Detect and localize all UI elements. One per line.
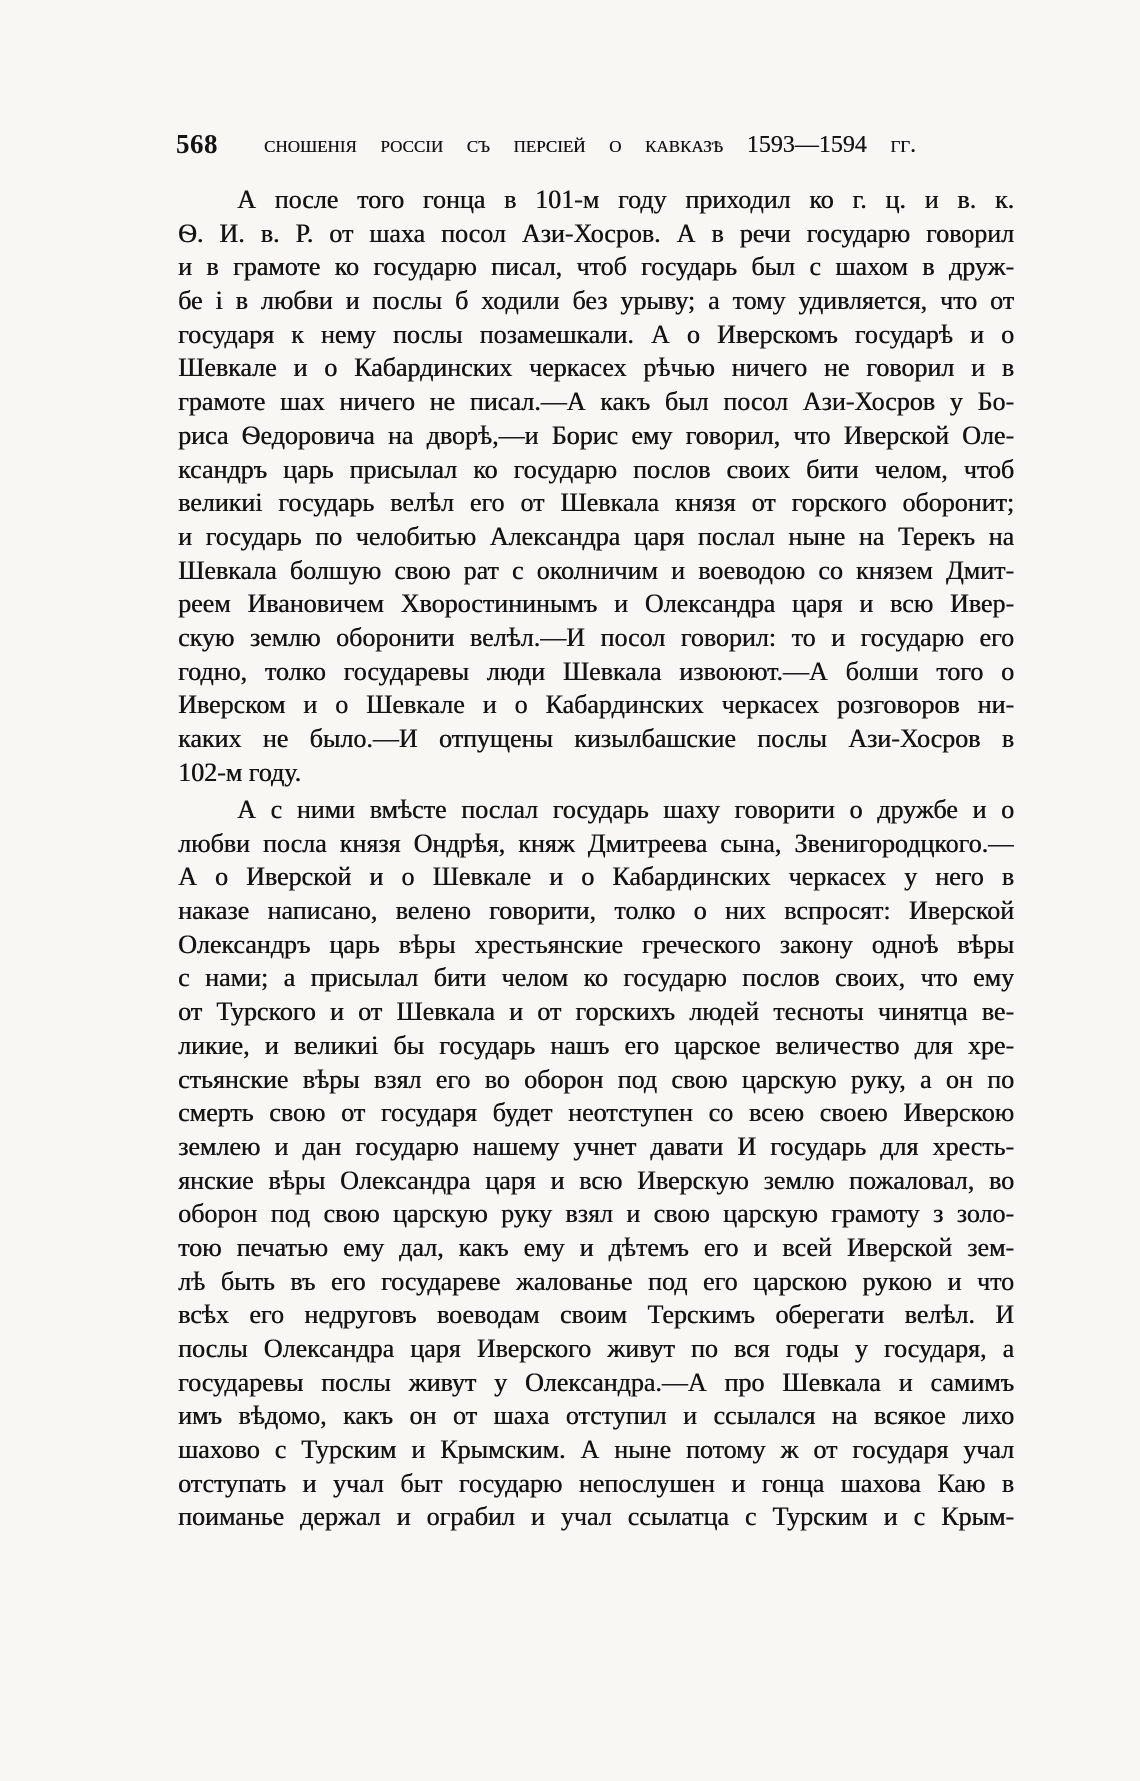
text-line: А о Иверской и о Шевкале и о Кабардинских черкасех у него в bbox=[178, 862, 1014, 892]
text-line: ликие, и великиі бы государь нашъ его царское величество для хре- bbox=[178, 1030, 1014, 1060]
text-line: Олександръ царь вѣры хрестьянские греческого закону одноѣ вѣры bbox=[178, 929, 1014, 959]
text-line: янские вѣры Олександра царя и всю Иверскую землю пожаловал, во bbox=[178, 1165, 1014, 1195]
text-line: и в грамоте ко государю писал, чтоб государь был с шахом в друж- bbox=[178, 252, 1014, 282]
text-line: Шевкала болшую свою рат с околничим и воеводою со князем Дмит- bbox=[178, 555, 1014, 585]
text-line: А после того гонца в 101-м году приходил ко г. ц. и в. к. bbox=[237, 185, 1014, 214]
text-line: отступать и учал быт государю непослушен и гонца шахова Каю в bbox=[178, 1468, 1014, 1498]
text-line: и государь по челобитью Александра царя послал ныне на Терекъ на bbox=[178, 521, 1014, 551]
text-line: поиманье держал и ограбил и учал ссылатца с Турским и с Крым- bbox=[178, 1502, 1014, 1532]
text-line: от Турского и от Шевкала и от горскихъ людей тесноты чинятца ве- bbox=[178, 997, 1014, 1027]
text-line: скую землю оборонити велѣл.—И посол говорил: то и государю его bbox=[178, 622, 1014, 652]
text-line: великиі государь велѣл его от Шевкала князя от горского оборонит; bbox=[178, 488, 1014, 518]
text-line: годно, толко государевы люди Шевкала извоюют.—А болши того о bbox=[178, 656, 1014, 686]
text-line: государя к нему послы позамешкали. А о Иверскомъ государѣ и о bbox=[178, 319, 1014, 349]
text-line: бе і в любви и послы б ходили без урыву; а тому удивляется, что от bbox=[178, 286, 1014, 316]
text-line: грамоте шах ничего не писал.—А какъ был посол Ази-Хосров у Бо- bbox=[178, 387, 1014, 417]
text-line: 102-м году. bbox=[178, 757, 302, 787]
text-line: лѣ быть въ его государеве жалованье под его царскою рукою и что bbox=[178, 1266, 1014, 1296]
running-head: сношенія россіи съ персіей о кавказѣ 1593—1594 гг. bbox=[264, 132, 916, 158]
text-line: ксандръ царь присылал ко государю послов своих бити челом, чтоб bbox=[178, 454, 1014, 484]
text-line: шахово с Турским и Крымским. А ныне потому ж от государя учал bbox=[178, 1435, 1014, 1465]
text-line: риса Ѳедоровича на дворѣ,—и Борис ему говорил, что Иверской Оле- bbox=[178, 420, 1014, 450]
text-line: Ѳ. И. в. Р. от шаха посол Ази-Хосров. А в речи государю говорил bbox=[178, 218, 1014, 248]
text-line: с нами; а присылал бити челом ко государю послов своих, что ему bbox=[178, 963, 1014, 993]
paragraph-2 bbox=[178, 793, 1014, 1534]
text-line: имъ вѣдомо, какъ он от шаха отступил и ссылался на всякое лихо bbox=[178, 1401, 1014, 1431]
text-line: смерть свою от государя будет неотступен со всею своею Иверскою bbox=[178, 1098, 1014, 1128]
text-line: наказе написано, велено говорити, толко о них вспросят: Иверской bbox=[178, 896, 1014, 926]
text-line: любви посла князя Ондрѣя, княж Дмитреева сына, Звенигородцкого.— bbox=[178, 828, 1014, 858]
text-line: реем Ивановичем Хворостининымъ и Олександра царя и всю Ивер- bbox=[178, 589, 1014, 619]
text-line: Иверском и о Шевкале и о Кабардинских черкасех розговоров ни- bbox=[178, 690, 1014, 720]
text-line: оборон под свою царскую руку взял и свою царскую грамоту з золо- bbox=[178, 1199, 1014, 1229]
text-line: государевы послы живут у Олександра.—А про Шевкала и самимъ bbox=[178, 1367, 1014, 1397]
text-line: каких не было.—И отпущены кизылбашские послы Ази-Хосров в bbox=[178, 724, 1014, 753]
text-line: А с ними вмѣсте послал государь шаху говорити о дружбе и о bbox=[237, 795, 1014, 824]
paragraph-1 bbox=[178, 183, 1014, 789]
text-line: стьянские вѣры взял его во оборон под свою царскую руку, а он по bbox=[178, 1064, 1014, 1094]
text-line: тою печатью ему дал, какъ ему и дѣтемъ его и всей Иверской зем- bbox=[178, 1232, 1014, 1262]
page-number: 568 bbox=[176, 129, 218, 159]
text-line: землею и дан государю нашему учнет давати И государь для хресть- bbox=[178, 1131, 1014, 1161]
text-line: послы Олександра царя Иверского живут по вся годы у государя, а bbox=[178, 1334, 1014, 1363]
text-line: Шевкале и о Кабардинских черкасех рѣчью ничего не говорил и в bbox=[178, 353, 1014, 383]
text-line: всѣх его недруговъ воеводам своим Терскимъ оберегати велѣл. И bbox=[178, 1300, 1014, 1330]
